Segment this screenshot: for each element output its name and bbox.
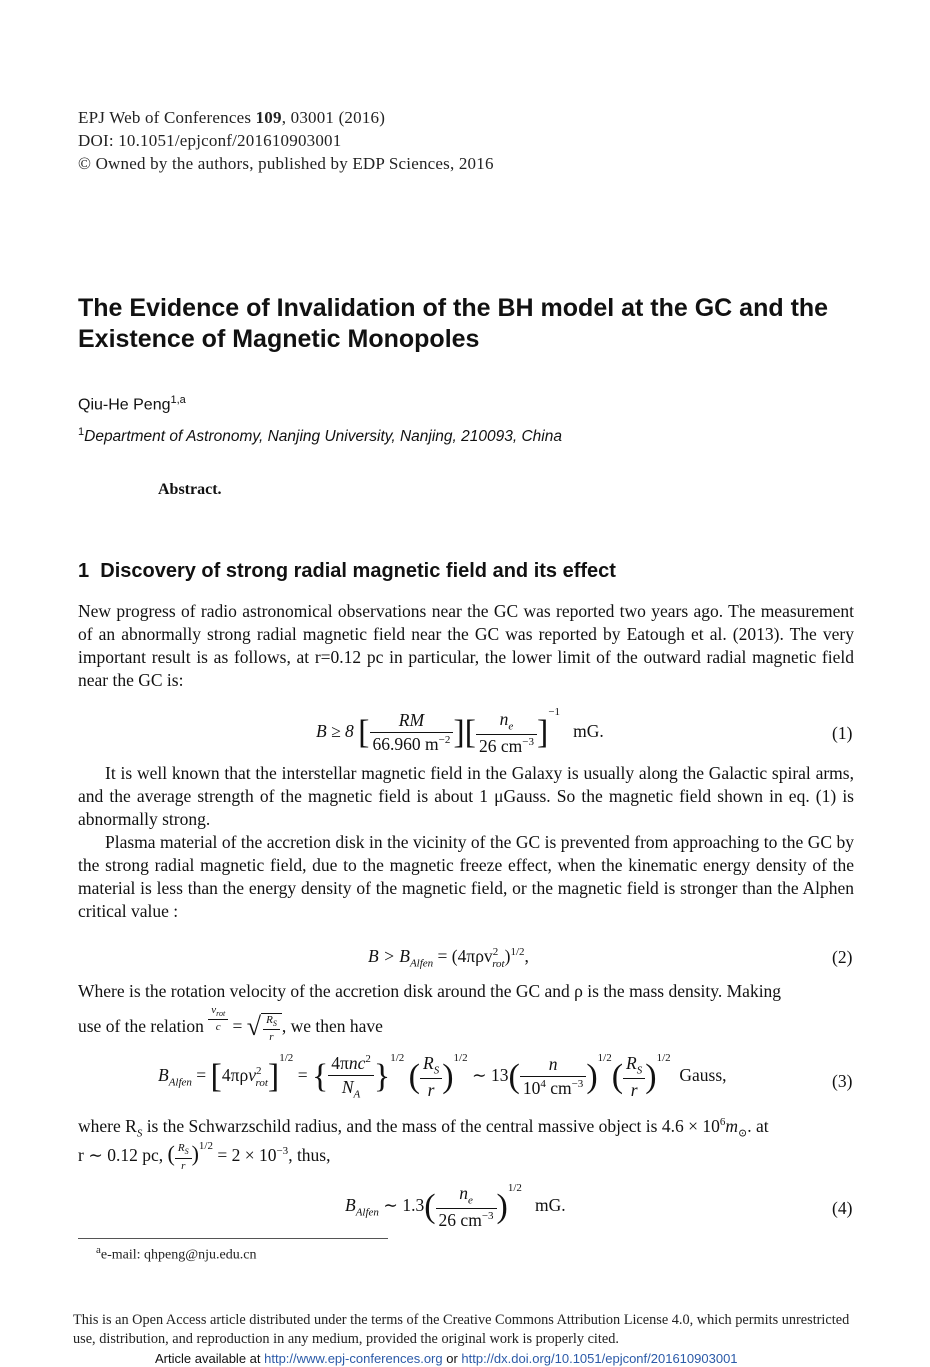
paper-title: The Evidence of Invalidation of the BH model at the GC and the Existence of Magnetic Monopoles [78,294,829,353]
eq3-lhs-sub: Alfen [168,1076,192,1089]
section-heading [78,560,616,583]
equation-2 [368,946,529,970]
p5-at: . at [747,1116,769,1136]
p5-r-approx: r ∼ 0.12 pc, [78,1145,168,1165]
paragraph-5-line-1 [78,1116,769,1140]
eq4-coef: ∼ 1.3 [378,1195,425,1215]
paragraph-4-line-1: Where is the rotation velocity of the accretion disk around the GC and ρ is the mass density. Making [78,981,782,1001]
equation-2-number: (2) [832,947,853,967]
paragraph-2: It is well known that the interstellar magnetic field in the Galaxy is usually along the Galactic spiral arms, and the average strength of the magnetic field is about 1 μGauss. So the magnetic field shown in eq. (1) is abnormally strong. [78,763,854,829]
license-notice: This is an Open Access article distributed under the terms of the Creative Commons Attribution License 4.0, which permits unrestricted use, distribution, and reproduction in any medium, provided the original work is properly cited. [73,1312,850,1347]
eq4-unit: mG. [535,1195,566,1215]
section-title: Discovery of strong radial magnetic field and its effect [100,560,616,582]
doi-link[interactable]: http://dx.doi.org/10.1051/epjconf/201610903001 [461,1351,738,1366]
author-line [78,394,186,414]
paragraph-3: Plasma material of the accretion disk in the vicinity of the GC is prevented from approaching to the GC by the strong radial magnetic field, due to the magnetic freeze effect, when the kinematic energy density of the material is less than the energy density of the magnetic field, or the magnetic field is stronger than the Alphen critical value : [78,832,854,921]
eq1-den2-exp: −3 [522,735,534,748]
p4-end: , we then have [281,1016,383,1037]
author-marker: 1,a [170,394,186,406]
eq2-close: ) [504,946,511,966]
eq1-den2: 26 cm [479,735,523,756]
p5-equals: = 2 × 10 [212,1145,277,1165]
p5-rest: is the Schwarzschild radius, and the mass of the central massive object is 4.6 × 10 [142,1116,720,1136]
availability-prefix: Article available at [155,1351,265,1366]
eq2-end: , [524,946,529,966]
sun-icon: ⊙ [737,1127,748,1140]
copyright-icon: © [78,154,92,173]
journal-volume: 109 [255,108,282,127]
availability-line [155,1351,738,1366]
equation-3-number: (3) [832,1071,853,1091]
equation-3: $B_{Alfen} = [4\pi\rho v^2_{rot}]^{1/2}$ = { $\frac{4\pi nc^2}{N_A}$ }$^{1/2}$ ( $\frac{R_S}{r}$ )$^{1/2}$ ∼ 13( $\frac{n}{10^4 cm^{-3}}$ )$^{1/2}$( $\frac{R_S}{r}$ )$^{1/2}$ Gauss, [158,1052,727,1101]
copyright-line [78,152,494,175]
affiliation-text: Department of Astronomy, Nanjing University, Nanjing, 210093, China [84,428,562,446]
eq2-sub: rot [492,957,505,970]
eq4-lhs: B [345,1195,356,1215]
equation-4-number: (4) [832,1198,853,1218]
eq1-lhs: B ≥ 8 [316,721,354,741]
p5-rs-sub: S [136,1127,143,1140]
eq1-num2-sub: e [508,720,514,733]
eq2-lhs: B > B [368,946,410,966]
eq1-fraction-1 [370,710,454,755]
affiliation-marker: 1 [78,426,85,438]
journal-header [78,106,385,129]
eq1-exponent: −1 [548,706,561,718]
eq1-den1: 66.960 m [372,734,439,755]
eq1-num2: n [499,709,509,730]
p5-exp: 6 [719,1116,726,1129]
paragraph-1: New progress of radio astronomical observations near the GC was reported two years ago. The measurement of an abnormally strong radial magnetic field near the GC was reported by Eatough et al. (2013). The very important result is as follows, at r=0.12 pc in particular, the lower limit of the outward radial magnetic field near the GC is: [78,601,854,690]
footnote-marker: a [96,1244,101,1256]
paragraph-4-line-2: use of the relation $\frac{v_{rot}}{c}$ = √ $\frac{R_S}{r}$ , we then have [78,1004,383,1043]
availability-or: or [442,1351,462,1366]
journal-name: EPJ Web of Conferences [78,108,256,127]
eq1-unit: mG. [573,721,604,741]
abstract-label: Abstract. [158,481,222,498]
equation-1-number: (1) [832,723,853,743]
epj-conferences-link[interactable]: http://www.epj-conferences.org [264,1351,443,1366]
footnote [96,1244,256,1264]
paragraph-5-line-2: r ∼ 0.12 pc, ( $\frac{R_S}{r}$ )$^{1/2} = 2 \times 10^{-3}$, thus, [78,1140,331,1172]
doi-line: DOI: 10.1051/epjconf/201610903001 [78,131,342,150]
p5-where: where R [78,1116,137,1136]
eq3-lhs: B [158,1065,169,1085]
eq4-lhs-sub: Alfen [355,1206,379,1219]
section-number: 1 [78,560,90,582]
footnote-email: e-mail: qhpeng@nju.edu.cn [100,1247,257,1263]
relation-fraction: $\frac{v_{rot}}{c}$ [208,1004,228,1033]
p5-thus: , thus, [288,1145,331,1165]
footnote-divider [78,1238,388,1239]
author-name: Qiu-He Peng [78,396,171,414]
eq1-num1: RM [370,710,454,733]
copyright-text: Owned by the authors, published by EDP Sciences, 2016 [91,154,494,173]
p5-exp2: −3 [276,1145,289,1158]
eq1-fraction-2 [476,709,537,757]
journal-article-year: , 03001 (2016) [281,108,386,127]
affiliation [78,426,562,446]
eq3-unit: Gauss, [679,1065,727,1085]
equation-4: $B_{Alfen}$ ∼ 1.3( $\frac{n_e}{26 cm^{-3}}$ )$^{1/2}$ mG. [345,1182,566,1230]
eq2-sup: 2 [492,946,499,959]
p4-relation-text: use of the relation [78,1016,209,1037]
eq1-den1-exp: −2 [438,734,451,747]
eq2-lhs-sub: Alfen [409,957,434,970]
sqrt-icon: √ [246,1012,262,1042]
equation-1: B ≥ 8 [ $\frac{RM}{66.960 m^{-2}}$ ][ $\frac{n_e}{26 cm^{-3}}$ ]$^{-1}$ mG. [316,706,604,756]
p5-m: m [725,1116,738,1136]
eq2-exponent: 1/2 [510,946,525,959]
eq2-rhs: = (4πρv [433,946,493,966]
